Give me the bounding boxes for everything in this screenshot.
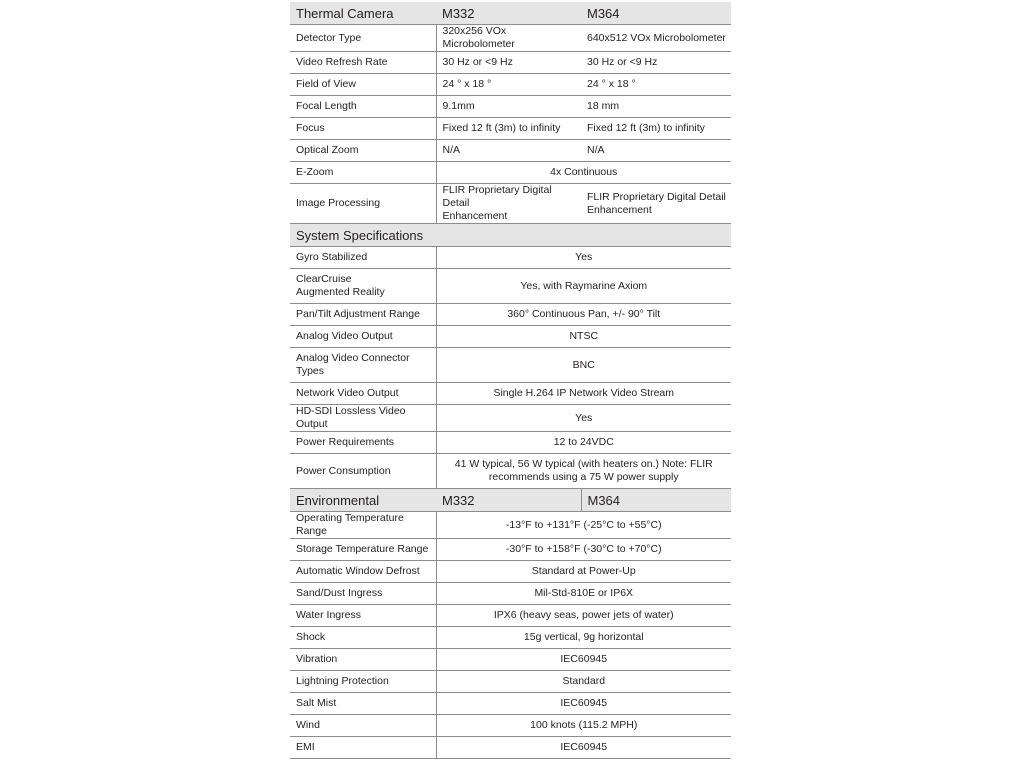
spec-label: Video Refresh Rate xyxy=(290,52,436,74)
spec-value: 4x Continuous xyxy=(436,162,731,184)
spec-value: 15g vertical, 9g horizontal xyxy=(436,627,731,649)
spec-value: 100 knots (115.2 MPH) xyxy=(436,715,731,737)
spec-row xyxy=(290,96,731,118)
spec-row xyxy=(290,326,731,348)
spec-label: Gyro Stabilized xyxy=(290,247,436,269)
spec-value-m364: Fixed 12 ft (3m) to infinity xyxy=(581,118,731,140)
section-title: Thermal Camera xyxy=(290,2,436,25)
spec-row xyxy=(290,304,731,326)
spec-value-m332: 9.1mm xyxy=(436,96,581,118)
spec-row xyxy=(290,383,731,405)
spec-label: Focus xyxy=(290,118,436,140)
spec-label: Vibration xyxy=(290,649,436,671)
spec-label: Optical Zoom xyxy=(290,140,436,162)
spec-label: EMI xyxy=(290,737,436,759)
spec-value: IEC60945 xyxy=(436,737,731,759)
spec-value-m332: 30 Hz or <9 Hz xyxy=(436,52,581,74)
section-header-row xyxy=(290,489,731,512)
section-header-row xyxy=(290,224,731,247)
spec-row xyxy=(290,348,731,383)
spec-row xyxy=(290,162,731,184)
spec-row xyxy=(290,737,731,759)
spec-value-m364: N/A xyxy=(581,140,731,162)
spec-label: HD-SDI Lossless Video Output xyxy=(290,405,436,432)
spec-value-m332: Fixed 12 ft (3m) to infinity xyxy=(436,118,581,140)
spec-value: IEC60945 xyxy=(436,649,731,671)
spec-label: Pan/Tilt Adjustment Range xyxy=(290,304,436,326)
section-title: System Specifications xyxy=(290,224,436,247)
spec-row xyxy=(290,627,731,649)
spec-value-m332: N/A xyxy=(436,140,581,162)
spec-value: Yes xyxy=(436,247,731,269)
spec-value-m364: 640x512 VOx Microbolometer xyxy=(581,25,731,52)
spec-value: Standard at Power-Up xyxy=(436,561,731,583)
spec-row xyxy=(290,269,731,304)
spec-label: Image Processing xyxy=(290,184,436,224)
spec-row xyxy=(290,561,731,583)
spec-value: BNC xyxy=(436,348,731,383)
spec-label: ClearCruise Augmented Reality xyxy=(290,269,436,304)
spec-row xyxy=(290,247,731,269)
spec-row xyxy=(290,118,731,140)
spec-row xyxy=(290,52,731,74)
spec-value-m364: 18 mm xyxy=(581,96,731,118)
spec-label: Field of View xyxy=(290,74,436,96)
spec-label: Automatic Window Defrost xyxy=(290,561,436,583)
spec-row xyxy=(290,715,731,737)
section-header-filler xyxy=(436,224,731,247)
spec-value: 12 to 24VDC xyxy=(436,432,731,454)
spec-value: Single H.264 IP Network Video Stream xyxy=(436,383,731,405)
spec-value: Standard xyxy=(436,671,731,693)
spec-value: NTSC xyxy=(436,326,731,348)
spec-label: Detector Type xyxy=(290,25,436,52)
spec-row xyxy=(290,583,731,605)
spec-row xyxy=(290,74,731,96)
spec-label: Salt Mist xyxy=(290,693,436,715)
spec-value-m364: 30 Hz or <9 Hz xyxy=(581,52,731,74)
spec-value: -13°F to +131°F (-25°C to +55°C) xyxy=(436,512,731,539)
spec-label: Shock xyxy=(290,627,436,649)
spec-row xyxy=(290,539,731,561)
spec-label: Focal Length xyxy=(290,96,436,118)
spec-value: Mil-Std-810E or IP6X xyxy=(436,583,731,605)
spec-value: IEC60945 xyxy=(436,693,731,715)
spec-value-m364: FLIR Proprietary Digital Detail Enhancement xyxy=(581,184,731,224)
spec-label: Analog Video Connector Types xyxy=(290,348,436,383)
spec-row xyxy=(290,140,731,162)
spec-table-body xyxy=(290,2,731,759)
spec-value: Yes xyxy=(436,405,731,432)
spec-label: Lightning Protection xyxy=(290,671,436,693)
spec-value-m332: 24 ° x 18 ° xyxy=(436,74,581,96)
spec-value: -30°F to +158°F (-30°C to +70°C) xyxy=(436,539,731,561)
spec-label: Power Consumption xyxy=(290,454,436,489)
spec-row xyxy=(290,25,731,52)
spec-label: Power Requirements xyxy=(290,432,436,454)
spec-row xyxy=(290,671,731,693)
spec-value-m332: 320x256 VOx Microbolometer xyxy=(436,25,581,52)
model-header: M364 xyxy=(581,2,731,25)
spec-value: 41 W typical, 56 W typical (with heaters on.) Note: FLIR recommends using a 75 W power supply xyxy=(436,454,731,489)
spec-row xyxy=(290,693,731,715)
spec-label: E-Zoom xyxy=(290,162,436,184)
spec-row xyxy=(290,454,731,489)
spec-value: 360° Continuous Pan, +/- 90° Tilt xyxy=(436,304,731,326)
spec-value-m364: 24 ° x 18 ° xyxy=(581,74,731,96)
spec-label: Wind xyxy=(290,715,436,737)
spec-row xyxy=(290,405,731,432)
spec-row xyxy=(290,649,731,671)
spec-table xyxy=(290,2,731,759)
model-header: M332 xyxy=(436,489,581,512)
spec-label: Analog Video Output xyxy=(290,326,436,348)
spec-row xyxy=(290,512,731,539)
spec-value-m332: FLIR Proprietary Digital Detail Enhancement xyxy=(436,184,581,224)
model-header: M332 xyxy=(436,2,581,25)
spec-row xyxy=(290,605,731,627)
spec-label: Network Video Output xyxy=(290,383,436,405)
spec-label: Operating Temperature Range xyxy=(290,512,436,539)
section-title: Environmental xyxy=(290,489,436,512)
spec-value: IPX6 (heavy seas, power jets of water) xyxy=(436,605,731,627)
section-header-row xyxy=(290,2,731,25)
spec-label: Water Ingress xyxy=(290,605,436,627)
spec-row xyxy=(290,432,731,454)
spec-label: Storage Temperature Range xyxy=(290,539,436,561)
spec-label: Sand/Dust Ingress xyxy=(290,583,436,605)
model-header: M364 xyxy=(581,489,731,512)
spec-value: Yes, with Raymarine Axiom xyxy=(436,269,731,304)
spec-row xyxy=(290,184,731,224)
